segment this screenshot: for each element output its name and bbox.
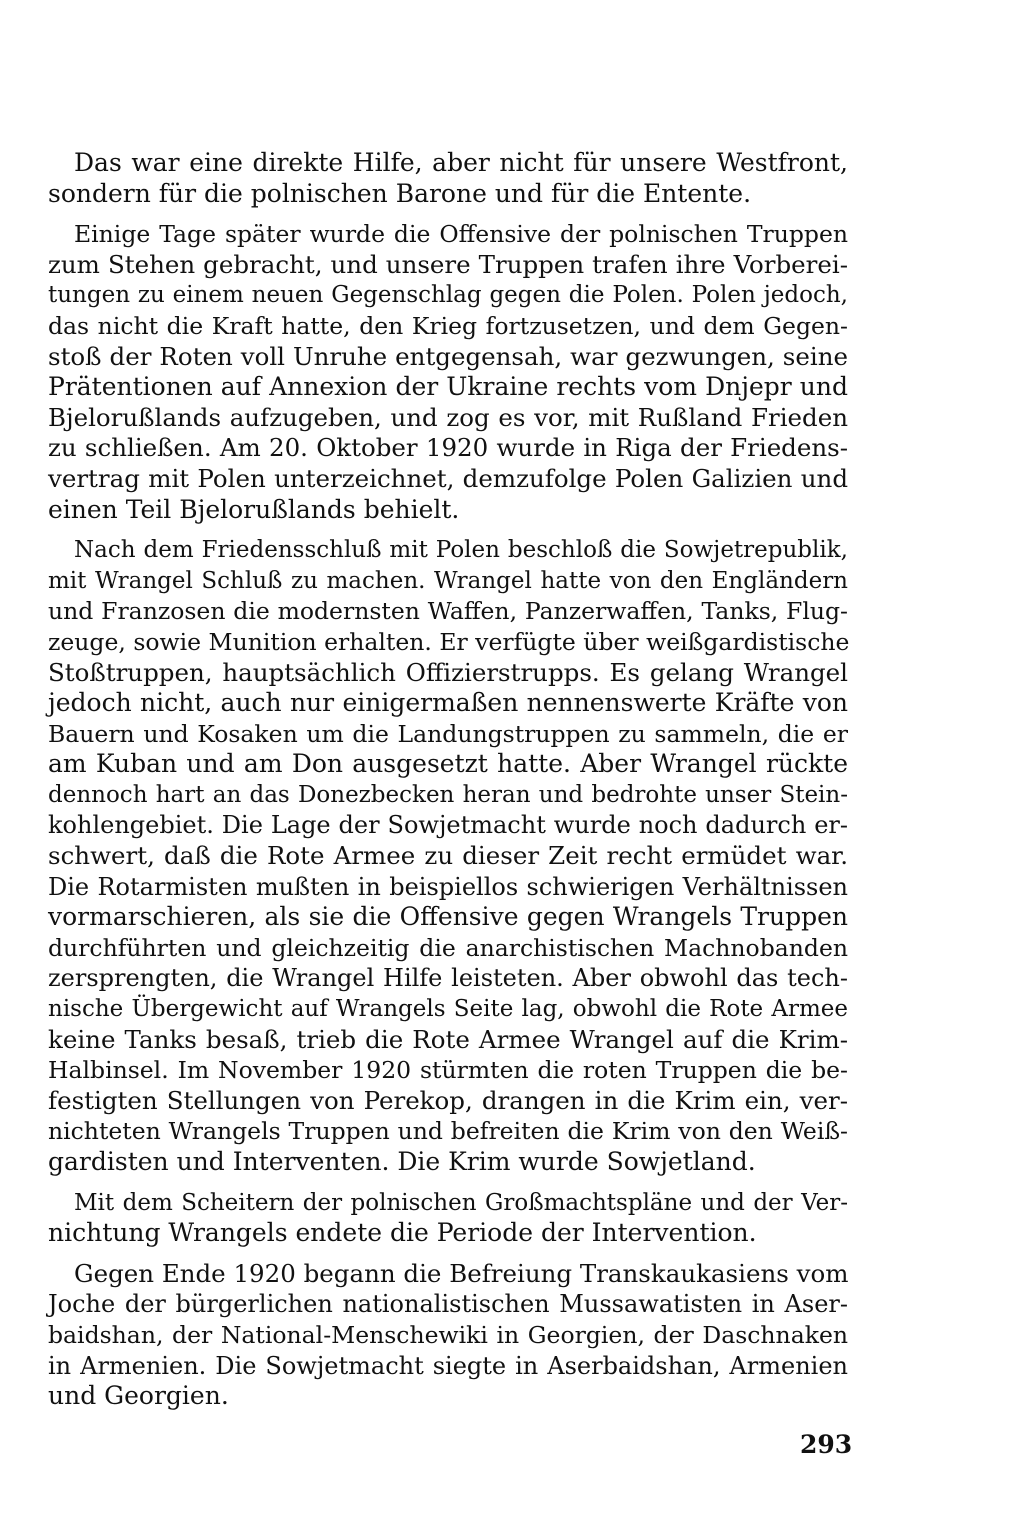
paragraph-5 [48, 1259, 848, 1412]
text-line: vertrag mit Polen unterzeichnet, demzufolge Polen Galizien und [48, 463, 848, 493]
text-line: Nach dem Friedensschluß mit Polen beschloß die Sowjetrepublik, [74, 537, 848, 564]
paragraph-4 [48, 1188, 848, 1249]
paragraph-3 [48, 535, 848, 1177]
text-line: zu schließen. Am 20. Oktober 1920 wurde in Riga der Friedens- [48, 433, 848, 463]
text-line: Prätentionen auf Annexion der Ukraine rechts vom Dnjepr und [48, 372, 848, 402]
text-line: nische Übergewicht auf Wrangels Seite lag, obwohl die Rote Armee [48, 996, 848, 1023]
text-line: jedoch nicht, auch nur einigermaßen nennenswerte Kräfte von [48, 688, 848, 718]
text-line: das nicht die Kraft hatte, den Krieg fortzusetzen, und dem Gegen- [48, 311, 848, 340]
text-line: dennoch hart an das Donezbecken heran und bedrohte unser Stein- [48, 781, 848, 808]
text-line: zeuge, sowie Munition erhalten. Er verfügte über weißgardistische [48, 627, 850, 656]
text-line: mit Wrangel Schluß zu machen. Wrangel hatte von den Engländern [48, 567, 848, 594]
paragraph-2 [48, 219, 848, 525]
text-line: und Georgien. [48, 1381, 229, 1411]
text-line: und Franzosen die modernsten Waffen, Panzerwaffen, Tanks, Flug- [48, 597, 848, 626]
text-line: gardisten und Interventen. Die Krim wurde Sowjetland. [48, 1147, 756, 1176]
text-line: baidshan, der National-Menschewiki in Georgien, der Daschnaken [48, 1320, 848, 1349]
text-line: zersprengten, die Wrangel Hilfe leisteten. Aber obwohl das tech- [48, 964, 848, 993]
text-line: Halbinsel. Im November 1920 stürmten die roten Truppen die be- [48, 1056, 848, 1085]
text-line: einen Teil Bjelorußlands behielt. [48, 494, 460, 524]
text-line: sondern für die polnischen Barone und für die Entente. [48, 178, 752, 208]
paragraph-1 [48, 148, 848, 209]
text-line: Das war eine direkte Hilfe, aber nicht für unsere Westfront, [74, 148, 848, 177]
text-line: Einige Tage später wurde die Offensive der polnischen Truppen [74, 220, 848, 249]
text-line: durchführten und gleichzeitig die anarchistischen Machnobanden [48, 933, 848, 962]
text-line: Bjelorußlands aufzugeben, und zog es vor, mit Rußland Frieden [48, 402, 848, 432]
text-line: in Armenien. Die Sowjetmacht siegte in Aserbaidshan, Armenien [48, 1351, 848, 1380]
text-line: Bauern und Kosaken um die Landungstruppen zu sammeln, die er [48, 719, 848, 748]
page-number: 293 [800, 1430, 853, 1459]
text-line: stoß der Roten voll Unruhe entgegensah, war gezwungen, seine [48, 341, 848, 371]
text-line: Stoßtruppen, hauptsächlich Offizierstrupps. Es gelang Wrangel [48, 657, 848, 687]
text-line: keine Tanks besaß, trieb die Rote Armee Wrangel auf die Krim- [48, 1024, 848, 1054]
text-line: am Kuban und am Don ausgesetzt hatte. Aber Wrangel rückte [48, 749, 848, 779]
text-line: tungen zu einem neuen Gegenschlag gegen die Polen. Polen jedoch, [48, 282, 848, 309]
text-line: Joche der bürgerlichen nationalistischen Mussawatisten in Aser- [48, 1290, 848, 1319]
text-line: vormarschieren, als sie die Offensive gegen Wrangels Truppen [48, 902, 848, 932]
text-line: festigten Stellungen von Perekop, drangen in die Krim ein, ver- [48, 1085, 848, 1115]
text-line: schwert, daß die Rote Armee zu dieser Zeit recht ermüdet war. [48, 841, 848, 871]
text-line: Die Rotarmisten mußten in beispiellos schwierigen Verhältnissen [48, 872, 848, 901]
text-line: zum Stehen gebracht, und unsere Truppen trafen ihre Vorberei- [48, 249, 848, 279]
text-line: nichtung Wrangels endete die Periode der Intervention. [48, 1218, 757, 1248]
text-line: Gegen Ende 1920 begann die Befreiung Transkaukasiens vom [74, 1258, 849, 1288]
text-line: Mit dem Scheitern der polnischen Großmachtspläne und der Ver- [74, 1189, 848, 1216]
text-line: kohlengebiet. Die Lage der Sowjetmacht wurde noch dadurch er- [48, 811, 848, 840]
text-line: nichteten Wrangels Truppen und befreiten die Krim von den Weiß- [48, 1117, 848, 1146]
body-text [48, 148, 848, 1422]
